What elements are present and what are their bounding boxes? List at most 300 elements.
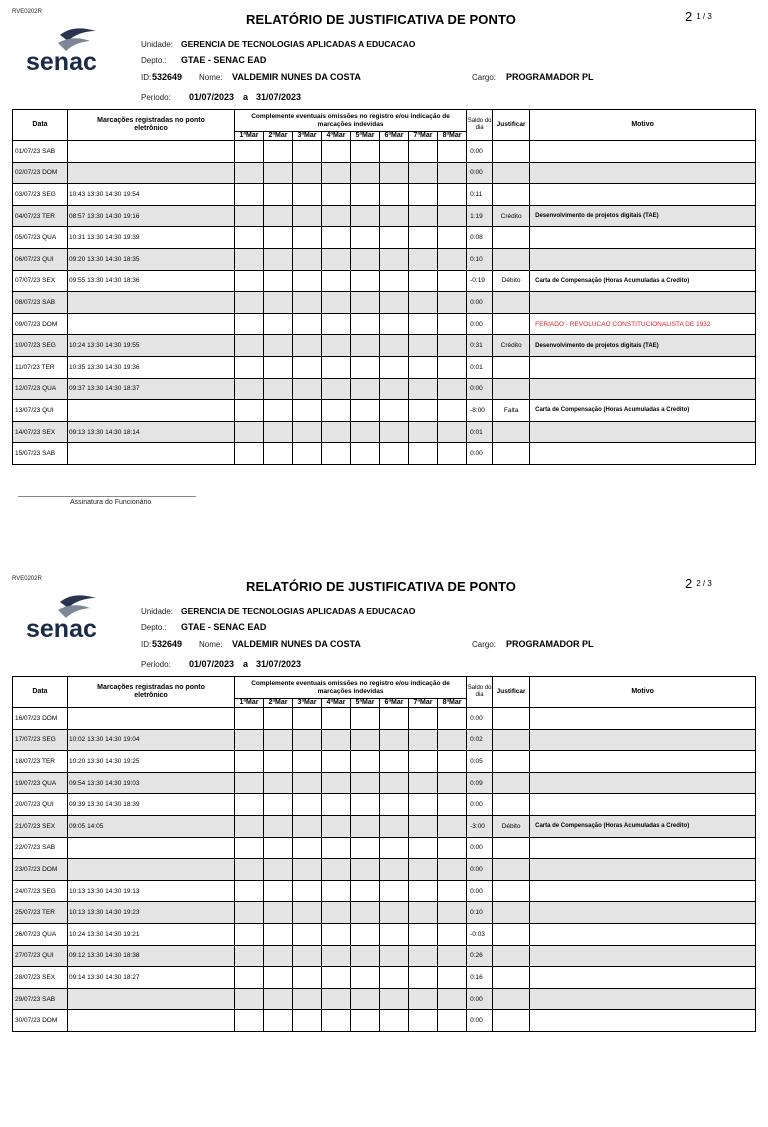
row-mar-2-cell[interactable] xyxy=(264,923,293,945)
row-mar-1-cell[interactable] xyxy=(235,880,264,902)
row-mar-8-cell[interactable] xyxy=(438,794,467,816)
table-row xyxy=(13,923,756,945)
row-mar-1-cell[interactable] xyxy=(235,859,264,881)
page-total: 3 xyxy=(707,12,712,21)
row-mar-3-cell[interactable] xyxy=(293,902,322,924)
row-mar-1-cell[interactable] xyxy=(235,443,264,465)
nome-label: Nome: xyxy=(199,73,223,82)
row-mar-5-cell[interactable] xyxy=(351,162,380,184)
row-mar-2-cell[interactable] xyxy=(264,421,293,443)
row-mar-6-cell[interactable] xyxy=(380,751,409,773)
row-mar-5-cell[interactable] xyxy=(351,292,380,314)
row-mar-7-cell[interactable] xyxy=(409,248,438,270)
row-mar-2-cell[interactable] xyxy=(264,356,293,378)
row-mar-7-cell[interactable] xyxy=(409,335,438,357)
row-mar-4-cell[interactable] xyxy=(322,967,351,989)
row-mar-2-cell[interactable] xyxy=(264,837,293,859)
row-mar-8-cell[interactable] xyxy=(438,356,467,378)
row-mar-1-cell[interactable] xyxy=(235,227,264,249)
row-mar-4-cell[interactable] xyxy=(322,313,351,335)
row-mar-8-cell[interactable] xyxy=(438,1010,467,1032)
row-mar-4-cell[interactable] xyxy=(322,292,351,314)
row-mar-5-cell[interactable] xyxy=(351,335,380,357)
row-mar-7-cell[interactable] xyxy=(409,794,438,816)
row-mar-2-cell[interactable] xyxy=(264,270,293,292)
row-mar-7-cell[interactable] xyxy=(409,772,438,794)
row-saldo: 0:16 xyxy=(467,967,493,989)
row-mar-6-cell[interactable] xyxy=(380,923,409,945)
row-motivo xyxy=(530,859,756,881)
row-mar-5-cell[interactable] xyxy=(351,923,380,945)
row-mar-1-cell[interactable] xyxy=(235,794,264,816)
row-mar-2-cell[interactable] xyxy=(264,335,293,357)
row-mar-8-cell[interactable] xyxy=(438,772,467,794)
row-mar-6-cell[interactable] xyxy=(380,967,409,989)
row-mar-5-cell[interactable] xyxy=(351,205,380,227)
row-mar-3-cell[interactable] xyxy=(293,880,322,902)
row-mar-6-cell[interactable] xyxy=(380,227,409,249)
row-mar-5-cell[interactable] xyxy=(351,270,380,292)
row-date: 30/07/23 DOM xyxy=(13,1010,68,1032)
row-mar-7-cell[interactable] xyxy=(409,313,438,335)
row-mar-7-cell[interactable] xyxy=(409,880,438,902)
row-mar-7-cell[interactable] xyxy=(409,443,438,465)
row-mar-6-cell[interactable] xyxy=(380,421,409,443)
row-mar-2-cell[interactable] xyxy=(264,162,293,184)
row-date: 11/07/23 TER xyxy=(13,356,68,378)
col-header-justificar: Justificar xyxy=(493,677,530,708)
row-mar-3-cell[interactable] xyxy=(293,292,322,314)
row-saldo: 0:09 xyxy=(467,772,493,794)
row-mar-1-cell[interactable] xyxy=(235,1010,264,1032)
table-row xyxy=(13,421,756,443)
depto-label: Depto.: xyxy=(141,56,167,65)
row-mar-8-cell[interactable] xyxy=(438,902,467,924)
row-date: 21/07/23 SEX xyxy=(13,815,68,837)
row-mar-3-cell[interactable] xyxy=(293,141,322,163)
row-mar-8-cell[interactable] xyxy=(438,443,467,465)
row-mar-6-cell[interactable] xyxy=(380,335,409,357)
row-mar-2-cell[interactable] xyxy=(264,880,293,902)
row-mar-8-cell[interactable] xyxy=(438,708,467,730)
row-mar-2-cell[interactable] xyxy=(264,902,293,924)
row-date: 03/07/23 SEG xyxy=(13,184,68,206)
row-mar-4-cell[interactable] xyxy=(322,421,351,443)
row-mar-4-cell[interactable] xyxy=(322,205,351,227)
row-mar-6-cell[interactable] xyxy=(380,794,409,816)
row-mar-3-cell[interactable] xyxy=(293,270,322,292)
row-mar-1-cell[interactable] xyxy=(235,815,264,837)
row-mar-7-cell[interactable] xyxy=(409,378,438,400)
row-mar-5-cell[interactable] xyxy=(351,794,380,816)
row-mar-1-cell[interactable] xyxy=(235,248,264,270)
row-mar-1-cell[interactable] xyxy=(235,945,264,967)
row-mar-7-cell[interactable] xyxy=(409,902,438,924)
row-justificar xyxy=(493,227,530,249)
row-mar-7-cell[interactable] xyxy=(409,815,438,837)
row-mar-8-cell[interactable] xyxy=(438,162,467,184)
row-mar-8-cell[interactable] xyxy=(438,837,467,859)
row-justificar xyxy=(493,141,530,163)
row-mar-1-cell[interactable] xyxy=(235,400,264,422)
row-mar-6-cell[interactable] xyxy=(380,313,409,335)
row-mar-5-cell[interactable] xyxy=(351,313,380,335)
row-mar-4-cell[interactable] xyxy=(322,988,351,1010)
row-mar-3-cell[interactable] xyxy=(293,162,322,184)
row-mar-2-cell[interactable] xyxy=(264,815,293,837)
row-mar-7-cell[interactable] xyxy=(409,184,438,206)
row-mar-4-cell[interactable] xyxy=(322,162,351,184)
row-mar-1-cell[interactable] xyxy=(235,837,264,859)
row-mar-8-cell[interactable] xyxy=(438,400,467,422)
row-mar-8-cell[interactable] xyxy=(438,880,467,902)
row-mar-1-cell[interactable] xyxy=(235,270,264,292)
row-mar-2-cell[interactable] xyxy=(264,141,293,163)
row-mar-6-cell[interactable] xyxy=(380,443,409,465)
row-mar-5-cell[interactable] xyxy=(351,708,380,730)
row-mar-7-cell[interactable] xyxy=(409,1010,438,1032)
row-mar-3-cell[interactable] xyxy=(293,988,322,1010)
page-current: 1 xyxy=(696,12,701,21)
table-row xyxy=(13,729,756,751)
row-mar-6-cell[interactable] xyxy=(380,880,409,902)
row-marks: 10:24 13:30 14:30 19:21 xyxy=(68,923,235,945)
row-mar-3-cell[interactable] xyxy=(293,313,322,335)
row-mar-1-cell[interactable] xyxy=(235,967,264,989)
row-mar-7-cell[interactable] xyxy=(409,945,438,967)
row-date: 04/07/23 TER xyxy=(13,205,68,227)
row-mar-7-cell[interactable] xyxy=(409,421,438,443)
row-mar-1-cell[interactable] xyxy=(235,751,264,773)
row-motivo xyxy=(530,923,756,945)
row-mar-4-cell[interactable] xyxy=(322,751,351,773)
table-row xyxy=(13,708,756,730)
row-mar-6-cell[interactable] xyxy=(380,400,409,422)
row-mar-4-cell[interactable] xyxy=(322,1010,351,1032)
row-mar-5-cell[interactable] xyxy=(351,1010,380,1032)
row-mar-5-cell[interactable] xyxy=(351,184,380,206)
cargo-label: Cargo: xyxy=(472,640,497,649)
row-mar-2-cell[interactable] xyxy=(264,772,293,794)
row-mar-8-cell[interactable] xyxy=(438,751,467,773)
row-motivo xyxy=(530,248,756,270)
row-saldo: 0:00 xyxy=(467,988,493,1010)
row-mar-1-cell[interactable] xyxy=(235,313,264,335)
row-mar-4-cell[interactable] xyxy=(322,400,351,422)
row-justificar xyxy=(493,988,530,1010)
row-mar-5-cell[interactable] xyxy=(351,356,380,378)
row-mar-3-cell[interactable] xyxy=(293,729,322,751)
row-mar-2-cell[interactable] xyxy=(264,184,293,206)
row-mar-5-cell[interactable] xyxy=(351,772,380,794)
row-mar-7-cell[interactable] xyxy=(409,923,438,945)
row-mar-5-cell[interactable] xyxy=(351,880,380,902)
row-mar-2-cell[interactable] xyxy=(264,400,293,422)
row-mar-6-cell[interactable] xyxy=(380,815,409,837)
col-header-mar-2: 2ªMar xyxy=(264,132,293,141)
row-mar-8-cell[interactable] xyxy=(438,335,467,357)
row-mar-3-cell[interactable] xyxy=(293,184,322,206)
report-title: RELATÓRIO DE JUSTIFICATIVA DE PONTO xyxy=(245,579,516,594)
row-mar-5-cell[interactable] xyxy=(351,751,380,773)
row-motivo xyxy=(530,945,756,967)
row-mar-4-cell[interactable] xyxy=(322,815,351,837)
row-mar-7-cell[interactable] xyxy=(409,270,438,292)
row-mar-2-cell[interactable] xyxy=(264,1010,293,1032)
row-mar-8-cell[interactable] xyxy=(438,729,467,751)
row-justificar xyxy=(493,378,530,400)
row-mar-4-cell[interactable] xyxy=(322,794,351,816)
row-mar-7-cell[interactable] xyxy=(409,227,438,249)
row-mar-4-cell[interactable] xyxy=(322,227,351,249)
row-saldo: 0:00 xyxy=(467,313,493,335)
row-mar-4-cell[interactable] xyxy=(322,859,351,881)
row-mar-2-cell[interactable] xyxy=(264,794,293,816)
row-mar-3-cell[interactable] xyxy=(293,967,322,989)
row-mar-2-cell[interactable] xyxy=(264,313,293,335)
row-mar-5-cell[interactable] xyxy=(351,988,380,1010)
row-mar-2-cell[interactable] xyxy=(264,751,293,773)
row-mar-1-cell[interactable] xyxy=(235,141,264,163)
row-mar-7-cell[interactable] xyxy=(409,205,438,227)
row-mar-1-cell[interactable] xyxy=(235,902,264,924)
row-mar-8-cell[interactable] xyxy=(438,421,467,443)
row-mar-6-cell[interactable] xyxy=(380,988,409,1010)
row-motivo xyxy=(530,1010,756,1032)
row-date: 10/07/23 SEG xyxy=(13,335,68,357)
row-mar-8-cell[interactable] xyxy=(438,313,467,335)
row-date: 17/07/23 SEG xyxy=(13,729,68,751)
row-mar-3-cell[interactable] xyxy=(293,751,322,773)
row-mar-8-cell[interactable] xyxy=(438,923,467,945)
row-mar-6-cell[interactable] xyxy=(380,837,409,859)
row-mar-6-cell[interactable] xyxy=(380,378,409,400)
row-mar-4-cell[interactable] xyxy=(322,248,351,270)
row-mar-2-cell[interactable] xyxy=(264,988,293,1010)
row-justificar: Débito xyxy=(493,815,530,837)
row-mar-5-cell[interactable] xyxy=(351,400,380,422)
row-mar-5-cell[interactable] xyxy=(351,902,380,924)
row-mar-8-cell[interactable] xyxy=(438,184,467,206)
col-header-mar-6: 6ªMar xyxy=(380,132,409,141)
row-mar-3-cell[interactable] xyxy=(293,923,322,945)
row-mar-6-cell[interactable] xyxy=(380,772,409,794)
row-mar-2-cell[interactable] xyxy=(264,729,293,751)
row-mar-1-cell[interactable] xyxy=(235,356,264,378)
row-mar-5-cell[interactable] xyxy=(351,378,380,400)
row-mar-8-cell[interactable] xyxy=(438,378,467,400)
row-mar-8-cell[interactable] xyxy=(438,967,467,989)
row-mar-2-cell[interactable] xyxy=(264,292,293,314)
row-mar-4-cell[interactable] xyxy=(322,270,351,292)
row-mar-4-cell[interactable] xyxy=(322,141,351,163)
row-mar-3-cell[interactable] xyxy=(293,205,322,227)
col-header-mar-7: 7ªMar xyxy=(409,132,438,141)
row-mar-3-cell[interactable] xyxy=(293,356,322,378)
row-mar-4-cell[interactable] xyxy=(322,443,351,465)
row-mar-6-cell[interactable] xyxy=(380,708,409,730)
row-mar-6-cell[interactable] xyxy=(380,141,409,163)
row-mar-8-cell[interactable] xyxy=(438,945,467,967)
row-mar-1-cell[interactable] xyxy=(235,205,264,227)
row-mar-2-cell[interactable] xyxy=(264,708,293,730)
timesheet-table xyxy=(12,676,756,1032)
row-mar-3-cell[interactable] xyxy=(293,837,322,859)
row-mar-3-cell[interactable] xyxy=(293,772,322,794)
row-mar-2-cell[interactable] xyxy=(264,859,293,881)
row-mar-8-cell[interactable] xyxy=(438,815,467,837)
row-motivo xyxy=(530,227,756,249)
report-code: RVE0202R xyxy=(12,576,42,582)
row-mar-5-cell[interactable] xyxy=(351,141,380,163)
row-mar-6-cell[interactable] xyxy=(380,859,409,881)
row-mar-5-cell[interactable] xyxy=(351,815,380,837)
row-saldo: 0:00 xyxy=(467,141,493,163)
row-mar-2-cell[interactable] xyxy=(264,227,293,249)
table-row xyxy=(13,378,756,400)
row-mar-7-cell[interactable] xyxy=(409,292,438,314)
row-mar-4-cell[interactable] xyxy=(322,772,351,794)
row-mar-3-cell[interactable] xyxy=(293,227,322,249)
row-date: 28/07/23 SEX xyxy=(13,967,68,989)
row-mar-5-cell[interactable] xyxy=(351,248,380,270)
row-mar-3-cell[interactable] xyxy=(293,335,322,357)
row-mar-7-cell[interactable] xyxy=(409,859,438,881)
row-date: 06/07/23 QUI xyxy=(13,248,68,270)
page-number xyxy=(685,576,712,591)
row-mar-1-cell[interactable] xyxy=(235,708,264,730)
table-row xyxy=(13,859,756,881)
periodo-sep: a xyxy=(243,92,249,102)
row-mar-6-cell[interactable] xyxy=(380,945,409,967)
row-mar-4-cell[interactable] xyxy=(322,837,351,859)
row-mar-1-cell[interactable] xyxy=(235,421,264,443)
row-mar-5-cell[interactable] xyxy=(351,729,380,751)
row-mar-5-cell[interactable] xyxy=(351,443,380,465)
row-mar-5-cell[interactable] xyxy=(351,945,380,967)
row-mar-7-cell[interactable] xyxy=(409,141,438,163)
row-motivo xyxy=(530,378,756,400)
row-mar-7-cell[interactable] xyxy=(409,751,438,773)
row-mar-6-cell[interactable] xyxy=(380,729,409,751)
row-mar-3-cell[interactable] xyxy=(293,794,322,816)
row-mar-3-cell[interactable] xyxy=(293,945,322,967)
row-mar-1-cell[interactable] xyxy=(235,335,264,357)
row-mar-8-cell[interactable] xyxy=(438,859,467,881)
row-mar-7-cell[interactable] xyxy=(409,400,438,422)
row-mar-3-cell[interactable] xyxy=(293,1010,322,1032)
row-mar-3-cell[interactable] xyxy=(293,400,322,422)
row-mar-8-cell[interactable] xyxy=(438,270,467,292)
row-mar-6-cell[interactable] xyxy=(380,1010,409,1032)
row-mar-5-cell[interactable] xyxy=(351,967,380,989)
row-mar-4-cell[interactable] xyxy=(322,945,351,967)
row-marks xyxy=(68,162,235,184)
row-mar-4-cell[interactable] xyxy=(322,184,351,206)
row-motivo: Carta de Compensação (Horas Acumuladas a Credito) xyxy=(530,815,756,837)
row-mar-1-cell[interactable] xyxy=(235,162,264,184)
row-mar-2-cell[interactable] xyxy=(264,967,293,989)
table-row xyxy=(13,988,756,1010)
row-mar-6-cell[interactable] xyxy=(380,902,409,924)
row-mar-7-cell[interactable] xyxy=(409,356,438,378)
row-mar-3-cell[interactable] xyxy=(293,708,322,730)
row-mar-8-cell[interactable] xyxy=(438,292,467,314)
row-mar-5-cell[interactable] xyxy=(351,837,380,859)
row-mar-6-cell[interactable] xyxy=(380,184,409,206)
row-saldo: 0:02 xyxy=(467,729,493,751)
row-mar-4-cell[interactable] xyxy=(322,923,351,945)
row-mar-3-cell[interactable] xyxy=(293,859,322,881)
periodo-fim: 31/07/2023 xyxy=(256,659,302,669)
row-mar-3-cell[interactable] xyxy=(293,248,322,270)
row-mar-6-cell[interactable] xyxy=(380,270,409,292)
row-mar-2-cell[interactable] xyxy=(264,205,293,227)
row-mar-7-cell[interactable] xyxy=(409,837,438,859)
row-mar-2-cell[interactable] xyxy=(264,378,293,400)
row-mar-4-cell[interactable] xyxy=(322,335,351,357)
row-mar-4-cell[interactable] xyxy=(322,902,351,924)
row-mar-3-cell[interactable] xyxy=(293,443,322,465)
row-justificar xyxy=(493,772,530,794)
row-mar-7-cell[interactable] xyxy=(409,162,438,184)
row-mar-8-cell[interactable] xyxy=(438,988,467,1010)
row-mar-1-cell[interactable] xyxy=(235,184,264,206)
report-page-2 xyxy=(0,567,768,1127)
row-mar-3-cell[interactable] xyxy=(293,815,322,837)
row-mar-7-cell[interactable] xyxy=(409,988,438,1010)
row-mar-8-cell[interactable] xyxy=(438,227,467,249)
periodo-fim: 31/07/2023 xyxy=(256,92,302,102)
row-marks xyxy=(68,443,235,465)
row-mar-8-cell[interactable] xyxy=(438,248,467,270)
row-mar-4-cell[interactable] xyxy=(322,378,351,400)
row-mar-4-cell[interactable] xyxy=(322,708,351,730)
row-marks: 08:57 13:30 14:30 19:16 xyxy=(68,205,235,227)
row-mar-3-cell[interactable] xyxy=(293,378,322,400)
row-mar-6-cell[interactable] xyxy=(380,248,409,270)
row-mar-1-cell[interactable] xyxy=(235,729,264,751)
row-mar-8-cell[interactable] xyxy=(438,205,467,227)
row-mar-7-cell[interactable] xyxy=(409,967,438,989)
row-mar-1-cell[interactable] xyxy=(235,378,264,400)
row-mar-6-cell[interactable] xyxy=(380,356,409,378)
row-mar-6-cell[interactable] xyxy=(380,162,409,184)
row-mar-7-cell[interactable] xyxy=(409,729,438,751)
row-mar-4-cell[interactable] xyxy=(322,356,351,378)
row-mar-6-cell[interactable] xyxy=(380,205,409,227)
row-date: 29/07/23 SAB xyxy=(13,988,68,1010)
row-mar-6-cell[interactable] xyxy=(380,292,409,314)
depto-value: GTAE - SENAC EAD xyxy=(181,622,267,632)
row-mar-2-cell[interactable] xyxy=(264,945,293,967)
row-mar-5-cell[interactable] xyxy=(351,227,380,249)
row-mar-4-cell[interactable] xyxy=(322,729,351,751)
row-mar-7-cell[interactable] xyxy=(409,708,438,730)
row-mar-8-cell[interactable] xyxy=(438,141,467,163)
row-mar-1-cell[interactable] xyxy=(235,292,264,314)
row-mar-1-cell[interactable] xyxy=(235,772,264,794)
row-mar-2-cell[interactable] xyxy=(264,443,293,465)
row-mar-3-cell[interactable] xyxy=(293,421,322,443)
row-mar-5-cell[interactable] xyxy=(351,421,380,443)
row-mar-1-cell[interactable] xyxy=(235,988,264,1010)
nome-value: VALDEMIR NUNES DA COSTA xyxy=(232,72,361,82)
row-mar-5-cell[interactable] xyxy=(351,859,380,881)
row-mar-2-cell[interactable] xyxy=(264,248,293,270)
row-mar-1-cell[interactable] xyxy=(235,923,264,945)
row-mar-4-cell[interactable] xyxy=(322,880,351,902)
